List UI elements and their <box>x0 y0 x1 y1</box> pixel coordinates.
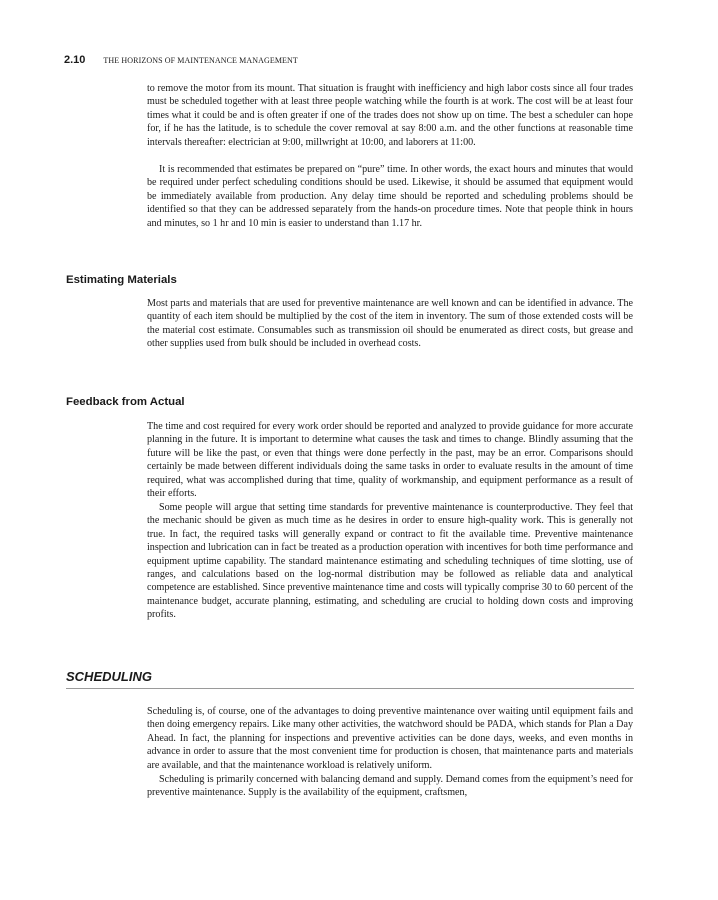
section-heading-scheduling: SCHEDULING <box>66 669 152 684</box>
section-heading-feedback-from-actual: Feedback from Actual <box>66 396 185 408</box>
heading-rule <box>66 688 634 689</box>
materials-paragraph-1: Most parts and materials that are used for preventive maintenance are well known and can be identified in advance. The quantity of each item should be multiplied by the cost of the item in inventory. The sum of those extended costs will be the material cost estimate. Consumables such as transmission oil should be enumerated as direct costs, but grease and other supplies used from bulk should be included in overhead costs. <box>147 298 633 350</box>
scheduling-paragraph-1: Scheduling is, of course, one of the advantages to doing preventive maintenance over waiting until equipment fails and then doing emergency repairs. Like many other activities, the watchword should be PADA, which stands for Plan a Day Ahead. In fact, the planning for inspections and preventive activities can be done days, weeks, and even months in advance in order to assure that the most convenient time for production is chosen, that maintenance parts and materials are available, and that the maintenance workload is relatively uniform. <box>147 706 633 771</box>
running-header <box>64 50 298 68</box>
book-title: THE HORIZONS OF MAINTENANCE MANAGEMENT <box>103 56 298 65</box>
section-heading-estimating-materials: Estimating Materials <box>66 274 177 286</box>
page-number: 2.10 <box>64 54 86 66</box>
feedback-paragraph-1: The time and cost required for every work order should be reported and analyzed to provide guidance for more accurate planning in the future. It is important to determine what causes the task and times to change. Blindly assuming that the future will be like the past, or even that things were done perfectly in the past, may be an error. Comparisons should certainly be made between different individuals doing the same tasks in order to evaluate results in the amount of time required, what was accomplished during that time, quality of workmanship, and equipment performance as a result of their efforts. <box>147 421 633 500</box>
feedback-paragraph-2: Some people will argue that setting time standards for preventive maintenance is counterproductive. They feel that the mechanic should be given as much time as he desires in order to ensure high-quality work. This is generally not true. In fact, the required tasks will generally expand or contract to fit the available time. Preventive maintenance inspection and lubrication can in fact be treated as a production operation with incentives for both time performance and equipment uptime capability. The standard maintenance estimating and scheduling techniques of time slotting, use of ranges, and calculations based on the log-normal distribution may be followed as reliable data and analytical competence are established. Since preventive maintenance time and costs will typically comprise 30 to 60 percent of the maintenance budget, accurate planning, estimating, and scheduling are crucial to holding down costs and improving profits. <box>147 502 634 621</box>
intro-paragraph-1: to remove the motor from its mount. That situation is fraught with inefficiency and high labor costs since all four trades must be scheduled together with at least three people watching while the fourth is at work. The cost will be at least four times what it could be and is often greater if one of the trades does not show up on time. The best a scheduler can hope for, if he has the latitude, is to schedule the cover removal at say 8:00 a.m. and the other functions at reasonable time intervals thereafter: electrician at 9:00, millwright at 10:00, and laborers at 11:00. <box>147 83 633 148</box>
intro-paragraph-2: It is recommended that estimates be prepared on “pure” time. In other words, the exact hours and minutes that would be required under perfect scheduling conditions should be used. Likewise, it should be assumed that equipment would be immediately available from production. Any delay time should be reported and scheduling problems should be identified so that they can be addressed separately from the hands-on procedure times. Note that people think in hours and minutes, so 1 hr and 10 min is easier to understand than 1.17 hr. <box>147 164 633 229</box>
scheduling-paragraph-2: Scheduling is primarily concerned with balancing demand and supply. Demand comes from the equipment’s need for preventive maintenance. Supply is the availability of the equipment, craftsmen, <box>147 774 633 799</box>
